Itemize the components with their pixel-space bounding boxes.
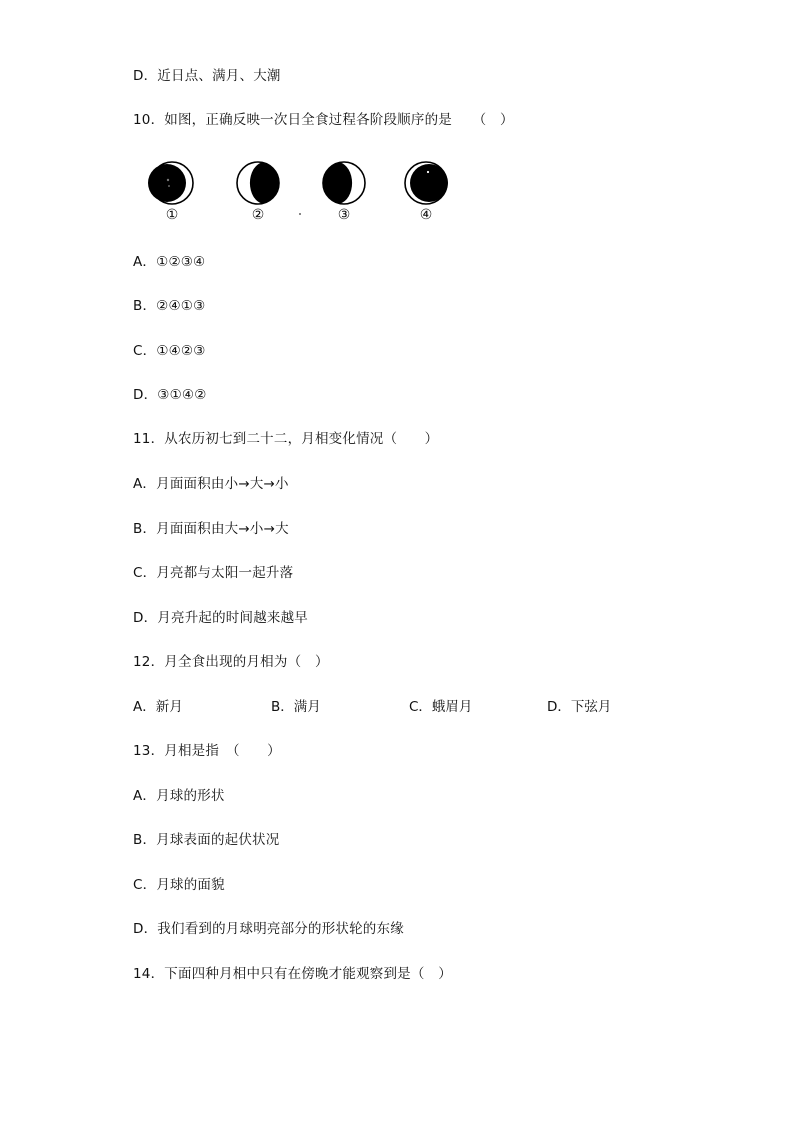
q13-option-d[interactable]: D．我们看到的月球明亮部分的形状轮的东缘 <box>133 921 404 937</box>
eclipse-phase-4 <box>396 155 456 227</box>
q12-option-c[interactable]: C．蛾眉月 <box>409 699 473 715</box>
q10-option-d[interactable]: D．③①④② <box>133 387 207 403</box>
phase-label-2: ② <box>251 207 265 223</box>
q12-option-a[interactable]: A．新月 <box>133 699 183 715</box>
q11-option-b[interactable]: B．月面面积由大→小→大 <box>133 521 289 537</box>
q11-question: 11．从农历初七到二十二，月相变化情况（ ） <box>133 431 439 447</box>
eclipse-phase-3 <box>314 155 374 227</box>
q10-option-c[interactable]: C．①④②③ <box>133 343 206 359</box>
q11-option-c[interactable]: C．月亮都与太阳一起升落 <box>133 565 294 581</box>
q13-option-b[interactable]: B．月球表面的起伏状况 <box>133 832 280 848</box>
q10-question: 10．如图，正确反映一次日全食过程各阶段顺序的是 （ ） <box>133 112 514 128</box>
phase-label-1: ① <box>165 207 179 223</box>
q13-option-c[interactable]: C．月球的面貌 <box>133 877 225 893</box>
q14-question: 14．下面四种月相中只有在傍晚才能观察到是（ ） <box>133 966 452 982</box>
q13-question: 13．月相是指 （ ） <box>133 743 281 759</box>
stray-dot <box>299 213 301 215</box>
q12-question: 12．月全食出现的月相为（ ） <box>133 654 329 670</box>
phase-label-3: ③ <box>337 207 351 223</box>
q11-option-d[interactable]: D．月亮升起的时间越来越早 <box>133 610 308 626</box>
q12-option-d[interactable]: D．下弦月 <box>547 699 612 715</box>
eclipse-phases-figure <box>140 155 460 230</box>
q9-option-d: D．近日点、满月、大潮 <box>133 68 281 84</box>
eclipse-phase-1 <box>142 155 202 227</box>
q10-option-b[interactable]: B．②④①③ <box>133 298 206 314</box>
q12-option-b[interactable]: B．满月 <box>271 699 321 715</box>
q10-option-a[interactable]: A．①②③④ <box>133 254 206 270</box>
q13-option-a[interactable]: A．月球的形状 <box>133 788 225 804</box>
phase-label-4: ④ <box>419 207 433 223</box>
q11-option-a[interactable]: A．月面面积由小→大→小 <box>133 476 289 492</box>
eclipse-phase-2 <box>228 155 288 227</box>
